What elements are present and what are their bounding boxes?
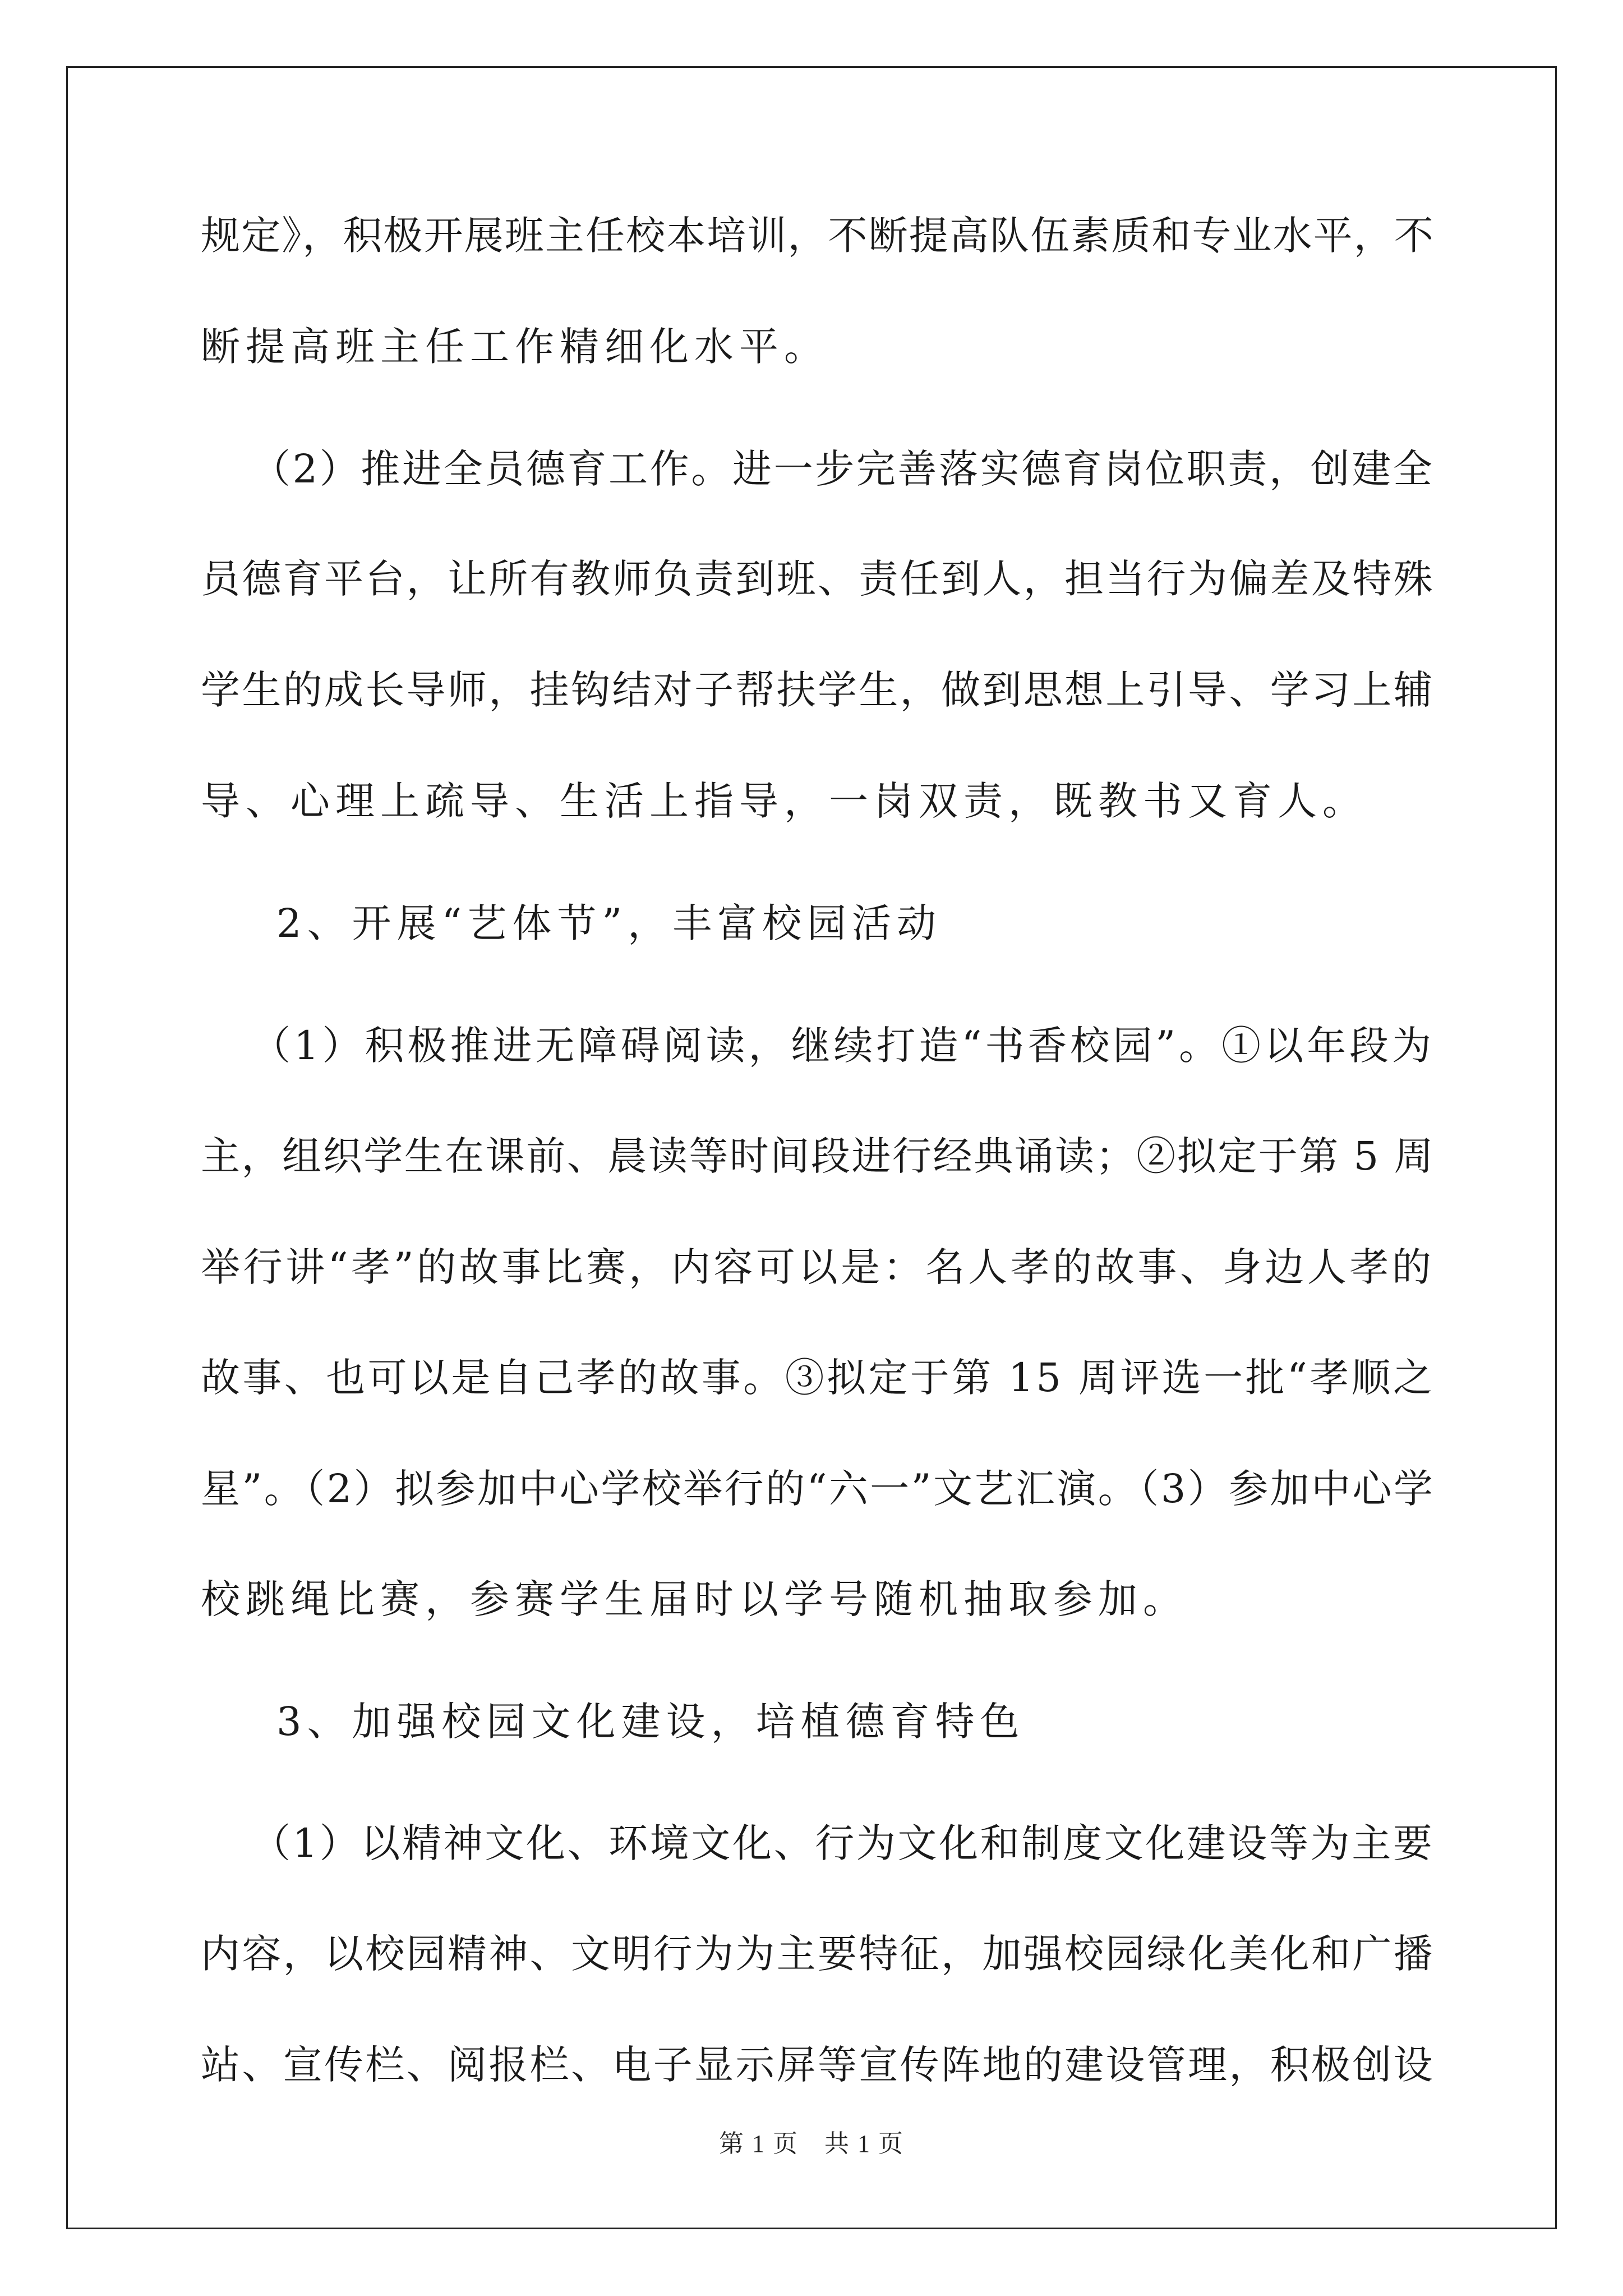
text-line: 星”。（2）拟参加中心学校举行的“六一”文艺汇演。（3）参加中心学 [201, 1466, 1435, 1512]
text-line: （1）积极推进无障碍阅读，继续打造“书香校园”。①以年段为 [251, 1023, 1435, 1069]
section-heading: 2、开展“艺体节”，丰富校园活动 [276, 900, 942, 946]
text-line: 主，组织学生在课前、晨读等时间段进行经典诵读；②拟定于第 5 周 [201, 1133, 1435, 1179]
text-line: 规定》，积极开展班主任校本培训，不断提高队伍素质和专业水平，不 [201, 213, 1435, 259]
text-line: 内容，以校园精神、文明行为为主要特征，加强校园绿化美化和广播 [201, 1931, 1435, 1977]
text-line: （1）以精神文化、环境文化、行为文化和制度文化建设等为主要 [251, 1820, 1435, 1866]
text-line: 导、心理上疏导、生活上指导，一岗双责，既教书又育人。 [201, 778, 1367, 824]
text-line: 断提高班主任工作精细化水平。 [201, 324, 829, 370]
text-line: 学生的成长导师，挂钩结对子帮扶学生，做到思想上引导、学习上辅 [201, 667, 1435, 713]
text-line: （2）推进全员德育工作。进一步完善落实德育岗位职责，创建全 [251, 446, 1435, 492]
section-heading: 3、加强校园文化建设，培植德育特色 [276, 1699, 1025, 1745]
text-line: 校跳绳比赛，参赛学生届时以学号随机抽取参加。 [201, 1576, 1188, 1622]
page-number-footer: 第 1 页 共 1 页 [719, 2130, 904, 2157]
text-line: 举行讲“孝”的故事比赛，内容可以是：名人孝的故事、身边人孝的 [201, 1244, 1435, 1290]
text-line: 员德育平台，让所有教师负责到班、责任到人，担当行为偏差及特殊 [201, 556, 1435, 602]
text-line: 站、宣传栏、阅报栏、电子显示屏等宣传阵地的建设管理，积极创设 [201, 2042, 1435, 2088]
text-line: 故事、也可以是自己孝的故事。③拟定于第 15 周评选一批“孝顺之 [201, 1355, 1435, 1401]
